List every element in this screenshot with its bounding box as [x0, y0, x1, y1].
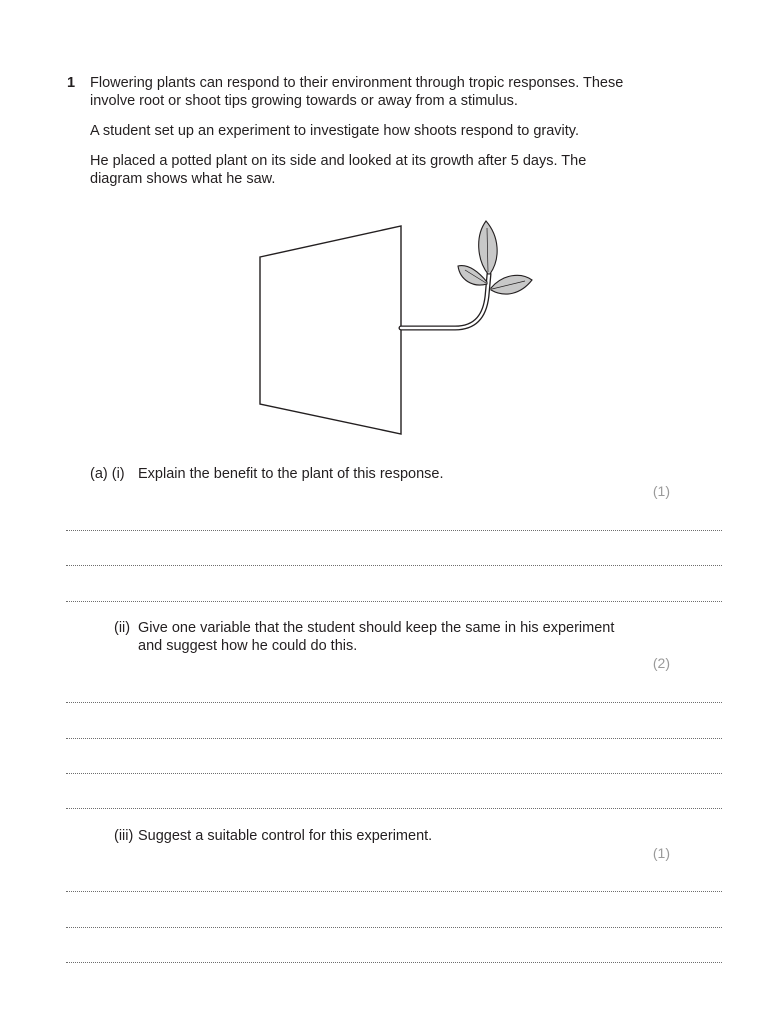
question-intro-line-1: Flowering plants can respond to their environment through tropic responses. These [90, 75, 624, 91]
answer-line[interactable] [66, 891, 722, 892]
answer-line[interactable] [66, 530, 722, 531]
plant-pot [260, 226, 401, 434]
answer-line[interactable] [66, 702, 722, 703]
question-observation-line-2: diagram shows what he saw. [90, 171, 276, 187]
answer-line[interactable] [66, 808, 722, 809]
plant-pot-diagram [255, 214, 545, 440]
answer-line[interactable] [66, 601, 722, 602]
part-a-ii-question-line-1: Give one variable that the student should keep the same in his experiment [138, 620, 615, 636]
answer-line[interactable] [66, 565, 722, 566]
answer-line[interactable] [66, 773, 722, 774]
part-a-ii-label: (ii) [114, 620, 131, 636]
plant-leaf-left [458, 266, 487, 285]
part-a-i-label: (a) (i) [90, 466, 125, 482]
part-a-ii-marks: (2) [652, 655, 670, 671]
answer-line[interactable] [66, 738, 722, 739]
part-a-ii-question-line-2: and suggest how he could do this. [138, 638, 358, 654]
question-intro-line-2: involve root or shoot tips growing towards or away from a stimulus. [90, 93, 518, 109]
question-observation-line-1: He placed a potted plant on its side and looked at its growth after 5 days. The [90, 153, 587, 169]
part-a-iii-question: Suggest a suitable control for this experiment. [138, 828, 433, 844]
part-a-iii-marks: (1) [652, 845, 670, 861]
part-a-iii-label: (iii) [114, 828, 134, 844]
answer-line[interactable] [66, 962, 722, 963]
question-setup: A student set up an experiment to investigate how shoots respond to gravity. [90, 123, 579, 139]
plant-leaf-right [491, 275, 532, 294]
part-a-i-marks: (1) [652, 483, 670, 499]
question-number: 1 [67, 75, 76, 91]
part-a-i-question: Explain the benefit to the plant of this response. [138, 466, 444, 482]
answer-line[interactable] [66, 927, 722, 928]
